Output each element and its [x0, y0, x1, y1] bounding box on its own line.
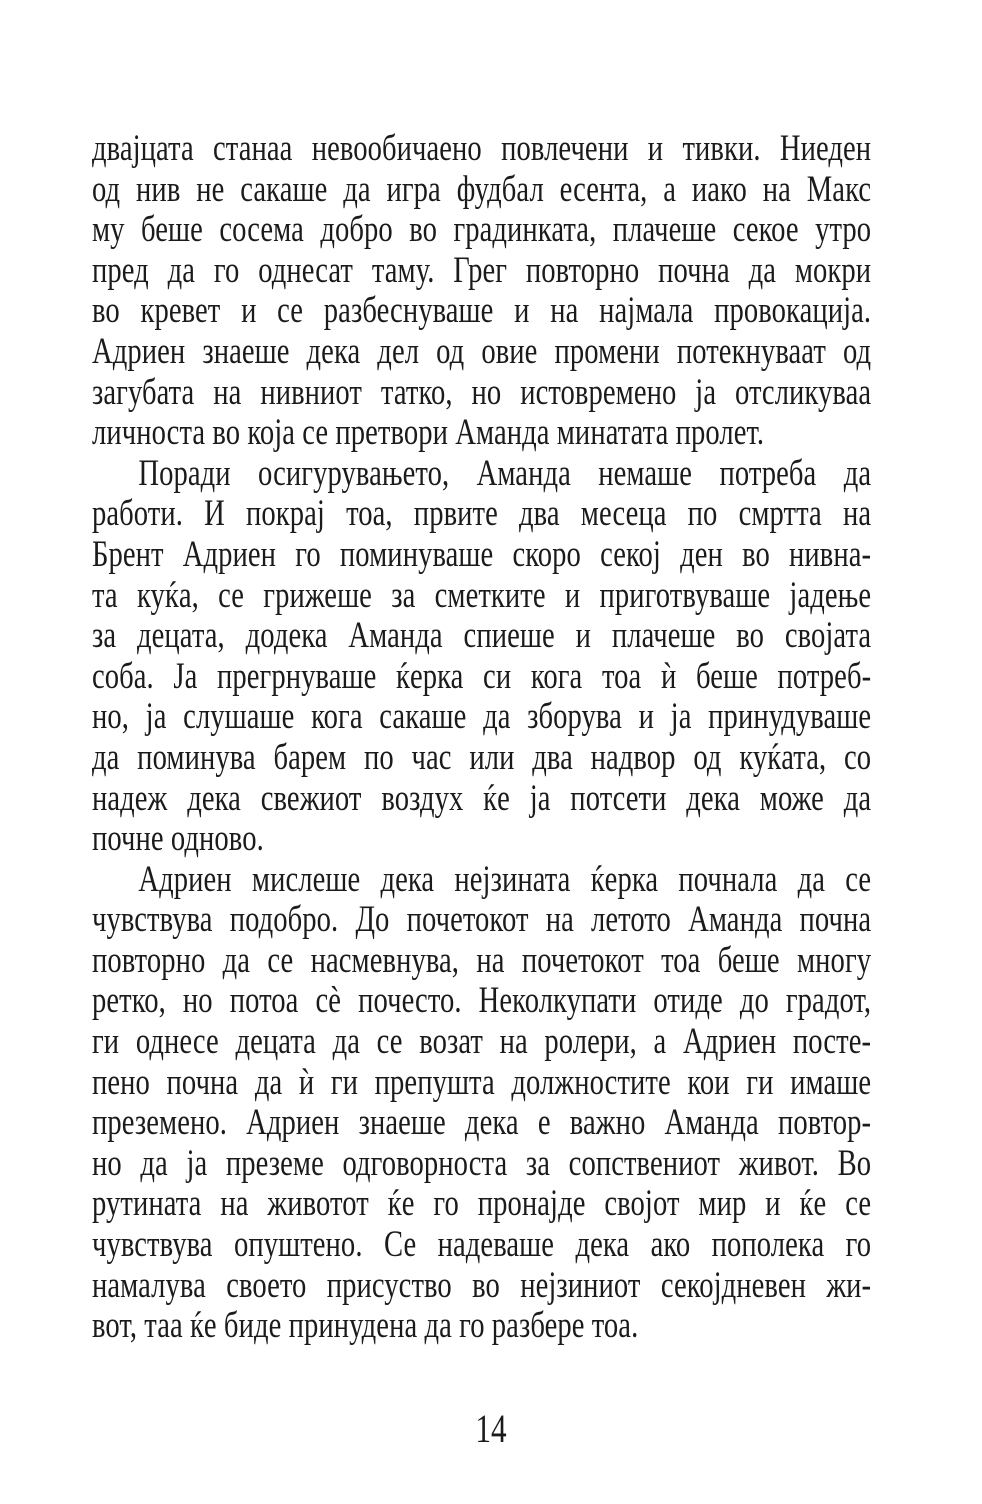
text-line: но да ја преземе одговорноста за сопствениот живот. Во [92, 1142, 872, 1184]
text-block [92, 129, 871, 1347]
paragraph [92, 860, 871, 1347]
paragraph [92, 454, 871, 860]
text-line: рутината на животот ќе го пронајде својот мир и ќе се [92, 1183, 872, 1225]
page-number [108, 1406, 874, 1452]
text-line: намалува своето присуство во нејзиниот секојдневен жи- [92, 1264, 872, 1306]
text-line: надеж дека свежиот воздух ќе ја потсети дека може да [92, 777, 872, 819]
text-line: работи. И покрај тоа, првите два месеца по смртта на [92, 493, 872, 535]
text-line: Поради осигурувањето, Аманда немаше потреба да [138, 452, 872, 494]
text-line: ретко, но потоа сѐ почесто. Неколкупати отиде до градот, [92, 980, 872, 1022]
text-line: Адриен знаеше дека дел од овие промени потекнуваат од [92, 330, 872, 372]
text-line: чувствува подобро. До почетокот на летото Аманда почна [92, 899, 872, 941]
text-line: личноста во која се претвори Аманда минатата пролет. [92, 412, 765, 454]
text-line: двајцата станаа невообичаено повлечени и тивки. Ниеден [92, 128, 872, 169]
text-line: вот, таа ќе биде принудена да го разбере тоа. [92, 1305, 639, 1347]
paragraph [92, 129, 871, 454]
page-number-text: 14 [475, 1406, 507, 1451]
text-line: но, ја слушаше кога сакаше да зборува и ја принудуваше [92, 696, 872, 738]
text-line: повторно да се насмевнува, на почетокот тоа беше многу [92, 939, 872, 981]
text-line: Брент Адриен го поминуваше скоро секој ден во нивна- [92, 533, 872, 575]
text-line: чувствува опуштено. Се надеваше дека ако пополека го [92, 1224, 872, 1266]
text-line: Адриен мислеше дека нејзината ќерка почнала да се [138, 858, 872, 900]
text-line: од нив не сакаше да игра фудбал есента, а иако на Макс [92, 168, 872, 210]
text-line: загубата на нивниот татко, но истовремено ја отсликуваа [92, 371, 872, 413]
text-line: во кревет и се разбеснуваше и на најмала провокација. [92, 290, 872, 332]
text-line: соба. Ја прегрнуваше ќерка си кога тоа ѝ беше потреб- [92, 655, 872, 697]
text-line: почне одново. [92, 818, 264, 860]
text-line: ги однесе децата да се возат на ролери, а Адриен посте- [92, 1021, 872, 1063]
text-line: пред да го однесат таму. Грег повторно почна да мокри [92, 249, 872, 291]
text-line: пено почна да ѝ ги препушта должностите кои ги имаше [92, 1061, 872, 1103]
text-line: да поминува барем по час или два надвор од куќата, со [92, 736, 872, 778]
text-line: за децата, додека Аманда спиеше и плачеше во својата [92, 615, 872, 657]
text-line: преземено. Адриен знаеше дека е важно Аманда повтор- [92, 1102, 872, 1144]
text-line: му беше сосема добро во градинката, плачеше секое утро [92, 209, 872, 251]
text-line: та куќа, се грижеше за сметките и приготвуваше јадење [92, 574, 872, 616]
